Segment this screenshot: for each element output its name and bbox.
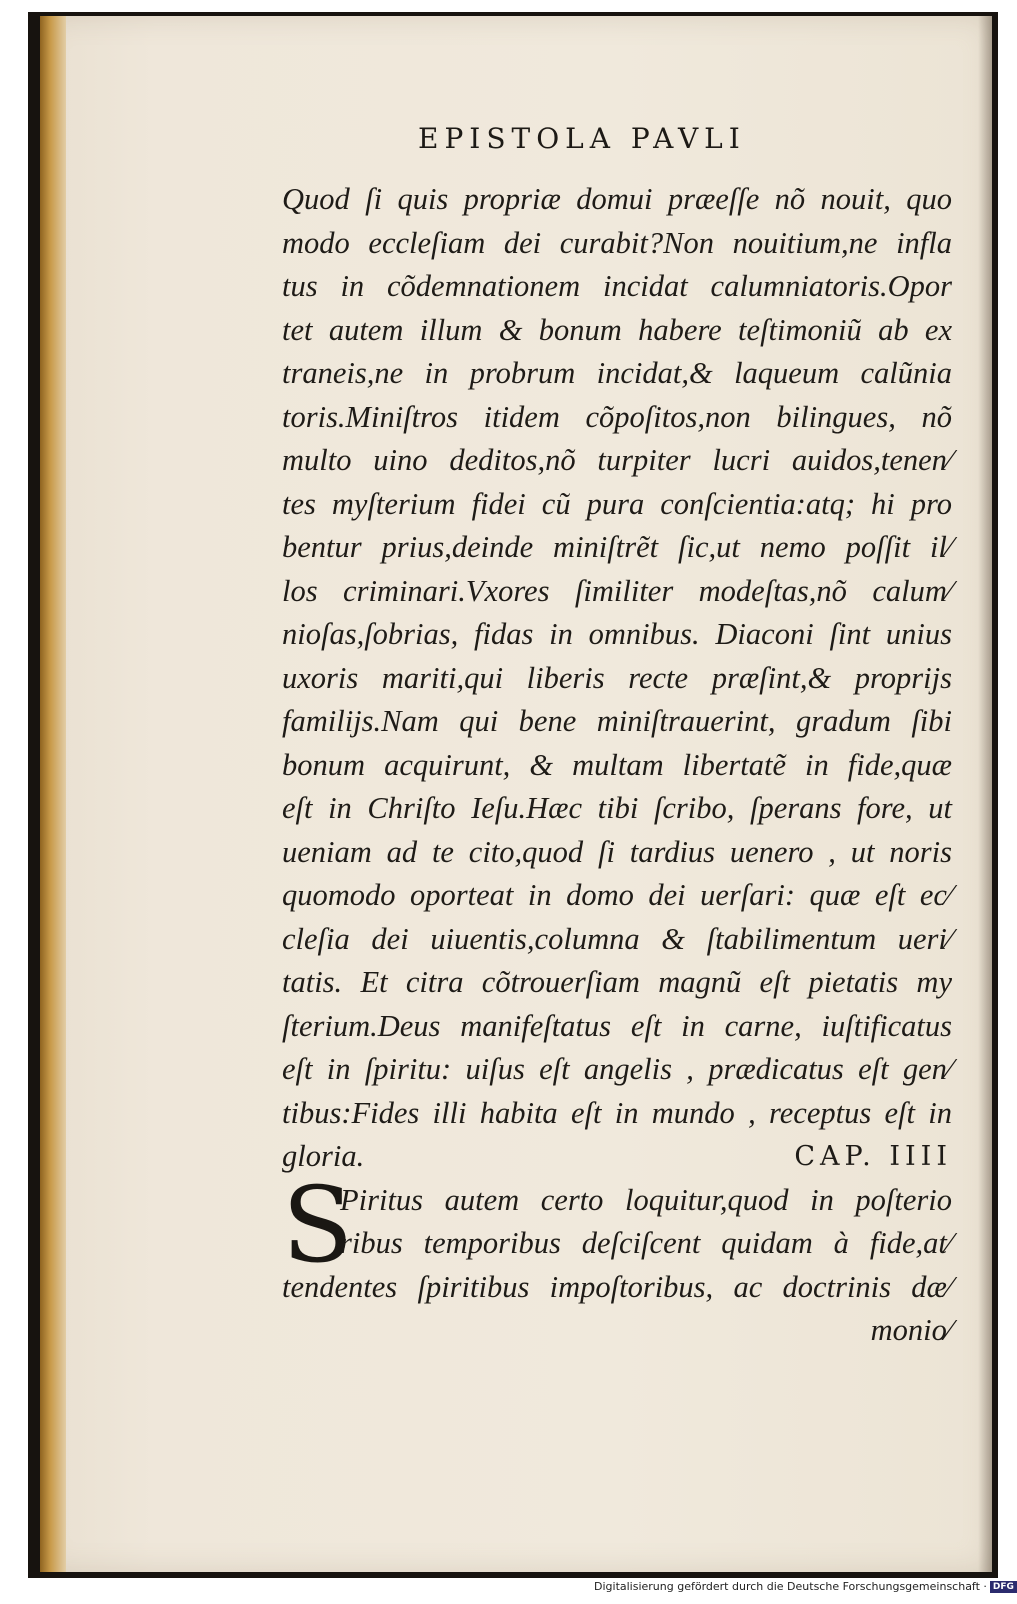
running-head: EPISTOLA PAVLI: [418, 122, 746, 155]
text-line: tet autem illum & bonum habere teſtimoniũ ab ex: [282, 312, 952, 347]
footer-text: Digitalisierung gefördert durch die Deutsche Forschungsgemeinschaft ·: [594, 1580, 987, 1593]
text-line: cleſia dei uiuentis,columna & ſtabilimentum ueri⁄: [282, 921, 952, 956]
text-line: traneis,ne in probrum incidat,& laqueum calũnia: [282, 356, 952, 390]
text-line: modo eccleſiam dei curabit?Non nouitium,ne infla: [282, 225, 952, 260]
text-line: multo uino deditos,nõ turpiter lucri auidos,tenen⁄: [282, 443, 952, 477]
text-line: tatis. Et citra cõtrouerſiam magnũ eſt pietatis my: [282, 965, 952, 999]
text-line: bentur prius,deinde miniſtrẽt ſic,ut nemo poſſit il⁄: [282, 530, 952, 564]
text-line: toris.Miniſtros itidem cõpoſitos,non bilingues, nõ: [282, 399, 952, 434]
text-line: ribus temporibus deſciſcent quidam à fide,at⁄: [340, 1226, 952, 1260]
chapter-heading: CAP. IIII: [794, 1141, 952, 1172]
closing-word: gloria.: [282, 1139, 365, 1173]
text-line: los criminari.Vxores ſimiliter modeſtas,nõ calum⁄: [282, 573, 952, 608]
text-line: ſterium.Deus manifeſtatus eſt in carne, iuſtificatus: [282, 1008, 952, 1043]
chapter-opening: [282, 1163, 952, 1310]
text-line: eſt in Chriſto Ieſu.Hæc tibi ſcribo, ſperans fore, ut: [282, 791, 952, 825]
text-line: tes myſterium fidei cũ pura conſcientia:atq; hi pro: [282, 486, 952, 521]
text-line: uxoris mariti,qui liberis recte præſint,& proprijs: [282, 660, 952, 695]
text-line: Quod ſi quis propriæ domui præeſſe nõ nouit, quo: [282, 182, 952, 216]
text-line: nioſas,ſobrias, fidas in omnibus. Diaconi ſint unius: [282, 617, 952, 651]
text-block: [282, 178, 952, 1353]
chapter-heading-line: [282, 1135, 952, 1179]
dfg-logo: DFG: [990, 1581, 1017, 1593]
page-gilt-edge: [40, 16, 66, 1572]
text-line: tendentes ſpiritibus impoſtoribus, ac doctrinis dæ⁄: [282, 1269, 952, 1304]
text-line: tus in cõdemnationem incidat calumniatoris.Opor: [282, 269, 952, 303]
digitization-credit: [594, 1580, 1017, 1593]
text-line: Piritus autem certo loquitur,quod in poſterio: [340, 1182, 952, 1217]
text-line: ueniam ad te cito,quod ſi tardius uenero , ut noris: [282, 834, 952, 869]
text-line: eſt in ſpiritu: uiſus eſt angelis , prædicatus eſt gen⁄: [282, 1052, 952, 1086]
page-shadow: [978, 16, 992, 1572]
catchword: monio⁄: [870, 1313, 952, 1347]
text-line: quomodo oporteat in domo dei uerſari: quæ eſt ec⁄: [282, 878, 952, 912]
drop-cap-initial: S: [282, 1163, 354, 1286]
text-line: familijs.Nam qui bene miniſtrauerint, gradum ſibi: [282, 704, 952, 738]
text-line: bonum acquirunt, & multam libertatẽ in fide,quæ: [282, 747, 952, 782]
text-line: tibus:Fides illi habita eſt in mundo , receptus eſt in: [282, 1095, 952, 1130]
